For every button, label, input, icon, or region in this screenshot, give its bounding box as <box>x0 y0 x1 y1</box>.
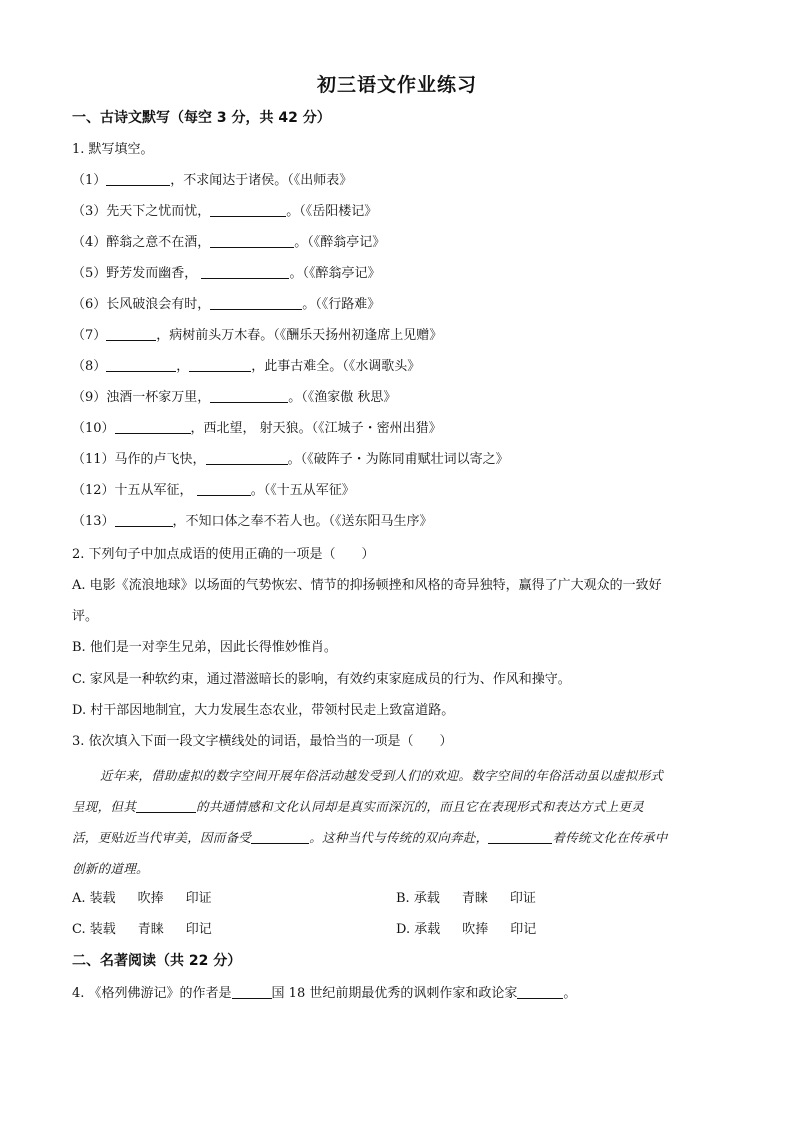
answer-blank[interactable] <box>136 798 196 813</box>
answer-blank[interactable] <box>115 419 191 434</box>
q2-option-c: C. 家风是一种软约束，通过潜滋暗长的影响，有效约束家庭成员的行为、作风和操守。 <box>72 672 571 687</box>
question-1-stem: 1. 默写填空。 <box>72 142 154 157</box>
q3-option-b: B. 承载 青睐 印证 <box>396 891 536 906</box>
q1-item-13: （13） ，不知口体之奉不若人也。（《送东阳马生序》 <box>72 514 433 529</box>
q2-option-b: B. 他们是一对孪生兄弟，因此长得惟妙惟肖。 <box>72 640 337 655</box>
q1-item-9: （9）浊酒一杯家万里， 。（《渔家傲 秋思》 <box>72 390 397 405</box>
q1-item-1: （1） ，不求闻达于诸侯。（《出师表》 <box>72 173 353 188</box>
section-heading-poetry: 一、古诗文默写（每空 3 分，共 42 分） <box>72 110 331 126</box>
answer-blank[interactable] <box>251 829 309 844</box>
q1-item-3: （3）先天下之忧而忧， 。（《岳阳楼记》 <box>72 204 378 219</box>
q2-option-d: D. 村干部因地制宜，大力发展生态农业，带领村民走上致富道路。 <box>72 703 455 718</box>
answer-blank[interactable] <box>115 512 173 527</box>
q2-option-a: A. 电影《流浪地球》以场面的气势恢宏、情节的抑扬顿挫和风格的奇异独特，赢得了广大观众的一致好 <box>72 578 662 593</box>
q1-item-4: （4）醉翁之意不在酒， 。（《醉翁亭记》 <box>72 235 386 250</box>
answer-blank[interactable] <box>232 984 272 999</box>
q3-option-a: A. 装载 吹捧 印证 <box>72 891 212 906</box>
q1-item-10: （10） ，西北望， 射天狼。（《江城子・密州出猎》 <box>72 421 442 436</box>
q3-passage-line-2: 呈现，但其 的共通情感和文化认同却是真实而深沉的，而且它在表现形式和表达方式上更灵 <box>72 799 645 814</box>
answer-blank[interactable] <box>206 450 288 465</box>
page-title: 初三语文作业练习 <box>316 74 477 96</box>
q3-option-d: D. 承载 吹捧 印记 <box>396 922 537 937</box>
q3-passage-line-3: 活，更贴近当代审美，因而备受 。这种当代与传统的双向奔赴， 着传统文化在传承中 <box>72 830 668 845</box>
q3-passage-line-4: 创新的道理。 <box>72 861 149 876</box>
answer-blank[interactable] <box>106 357 176 372</box>
q1-item-5: （5）野芳发而幽香， 。（《醉翁亭记》 <box>72 266 381 281</box>
question-4: 4. 《格列佛游记》的作者是 国 18 世纪前期最优秀的讽刺作家和政论家 。 <box>72 986 577 1001</box>
answer-blank[interactable] <box>210 295 302 310</box>
q2-option-a-cont: 评。 <box>72 609 99 624</box>
answer-blank[interactable] <box>197 481 251 496</box>
answer-blank[interactable] <box>201 264 289 279</box>
answer-blank[interactable] <box>517 984 563 999</box>
question-2-stem: 2. 下列句子中加点成语的使用正确的一项是（ ） <box>72 547 375 562</box>
answer-blank[interactable] <box>488 829 552 844</box>
question-3-stem: 3. 依次填入下面一段文字横线处的词语，最恰当的一项是（ ） <box>72 734 453 749</box>
q3-passage: 近年来，借助虚拟的数字空间开展年俗活动越发受到人们的欢迎。数字空间的年俗活动虽以虚拟形式 <box>100 768 664 783</box>
q1-item-6: （6）长风破浪会有时， 。（《行路难》 <box>72 297 381 312</box>
q1-item-7: （7） ，病树前头万木春。（《酬乐天扬州初逢席上见赠》 <box>72 328 443 343</box>
answer-blank[interactable] <box>210 388 288 403</box>
q1-item-11: （11）马作的卢飞快， 。（《破阵子・为陈同甫赋壮词以寄之》 <box>72 452 509 467</box>
answer-blank[interactable] <box>189 357 251 372</box>
answer-blank[interactable] <box>210 233 294 248</box>
q1-item-8: （8） ， ，此事古难全。（《水调歌头》 <box>72 359 421 374</box>
answer-blank[interactable] <box>106 171 170 186</box>
q1-item-12: （12）十五从军征， 。（《十五从军征》 <box>72 483 355 498</box>
answer-blank[interactable] <box>106 326 156 341</box>
section-heading-classics: 二、名著阅读（共 22 分） <box>72 953 242 969</box>
answer-blank[interactable] <box>210 202 286 217</box>
q3-option-c: C. 装载 青睐 印记 <box>72 922 212 937</box>
